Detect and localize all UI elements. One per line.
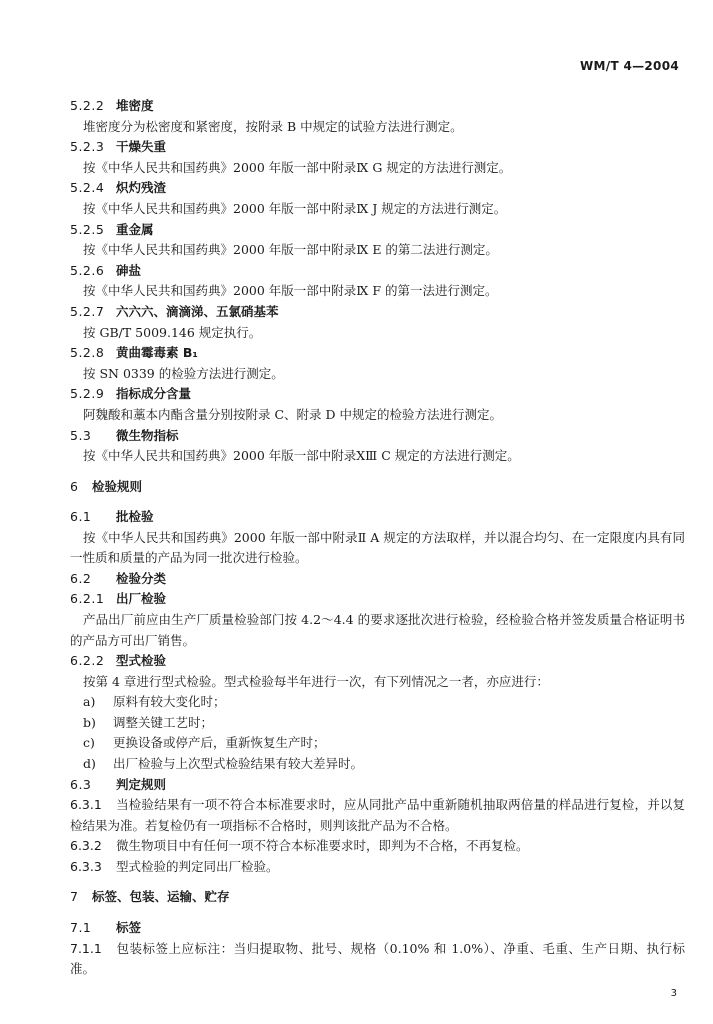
- list-item-label: c): [83, 735, 95, 751]
- clause-number: 6.3.1: [70, 797, 102, 813]
- list-item-text: 更换设备或停产后，重新恢复生产时；: [113, 735, 326, 751]
- heading-number: 6.3: [70, 776, 92, 792]
- heading-title: 出厂检验: [116, 591, 167, 607]
- paragraph: 按《中华人民共和国药典》2000 年版一部中附录Ⅱ A 规定的方法取样，并以混合均匀、在一定限度内具有同一性质和质量的产品为同一批次进行检验。: [70, 529, 685, 566]
- section-number: 6: [70, 478, 78, 494]
- heading-number: 5.2.5: [70, 221, 105, 237]
- list-item: [70, 754, 685, 775]
- heading-title: 炽灼残渣: [116, 180, 167, 196]
- heading-5-2-4: [70, 178, 685, 199]
- heading-6-2: [70, 569, 685, 590]
- paragraph: 按《中华人民共和国药典》2000 年版一部中附录Ⅸ F 的第一法进行测定。: [83, 283, 498, 299]
- heading-number: 7.1: [70, 920, 92, 935]
- heading-number: 5.2.6: [70, 262, 105, 278]
- clause-number: 6.3.2: [70, 838, 102, 854]
- paragraph: 堆密度分为松密度和紧密度，按附录 B 中规定的试验方法进行测定。: [83, 118, 463, 134]
- heading-5-3: [70, 426, 685, 447]
- heading-title: 黄曲霉毒素 B₁: [116, 345, 198, 361]
- clause-6-3-1: [70, 795, 685, 836]
- clause-number: 6.3.3: [70, 858, 102, 874]
- heading-7-1: [70, 918, 685, 939]
- heading-6-1: [70, 507, 685, 528]
- heading-5-2-5: [70, 220, 685, 241]
- heading-number: 5.2.2: [70, 98, 105, 113]
- list-item-label: d): [83, 756, 96, 772]
- paragraph: 按 GB/T 5009.146 规定执行。: [83, 324, 262, 340]
- heading-title: 砷盐: [116, 262, 142, 278]
- paragraph: 按《中华人民共和国药典》2000 年版一部中附录ⅩⅢ C 规定的方法进行测定。: [83, 448, 520, 464]
- section-number: 7: [70, 889, 78, 905]
- heading-7: [70, 887, 685, 908]
- heading-number: 6.1: [70, 509, 92, 525]
- list-item: [70, 733, 685, 754]
- heading-number: 6.2.2: [70, 653, 105, 669]
- page-number: 3: [670, 988, 677, 999]
- heading-6: [70, 477, 685, 498]
- heading-title: 判定规则: [116, 776, 167, 792]
- list-item-text: 原料有较大变化时；: [113, 694, 226, 710]
- heading-title: 干燥失重: [116, 139, 167, 155]
- heading-5-2-9: [70, 384, 685, 405]
- heading-number: 5.2.8: [70, 345, 105, 361]
- clause-text: 包装标签上应标注：当归提取物、批号、规格（0.10% 和 1.0%）、净重、毛重、生产日期、执行标准。: [70, 940, 685, 977]
- document-body: [70, 96, 685, 980]
- paragraph: 按《中华人民共和国药典》2000 年版一部中附录Ⅸ J 规定的方法进行测定。: [83, 200, 507, 216]
- heading-number: 6.2.1: [70, 591, 105, 607]
- paragraph: 阿魏酸和藁本内酯含量分别按附录 C、附录 D 中规定的检验方法进行测定。: [83, 406, 503, 422]
- paragraph: 按《中华人民共和国药典》2000 年版一部中附录Ⅸ E 的第二法进行测定。: [83, 242, 498, 258]
- heading-number: 5.2.7: [70, 303, 105, 319]
- heading-5-2-7: [70, 302, 685, 323]
- heading-5-2-2: [70, 96, 685, 117]
- heading-title: 检验分类: [116, 570, 167, 586]
- heading-title: 型式检验: [116, 653, 167, 669]
- clause-text: 型式检验的判定同出厂检验。: [116, 858, 279, 874]
- clause-7-1-1: [70, 939, 685, 980]
- heading-number: 6.2: [70, 570, 92, 586]
- list-item-text: 出厂检验与上次型式检验结果有较大差异时。: [113, 756, 364, 772]
- heading-number: 5.2.3: [70, 139, 105, 155]
- heading-6-3: [70, 775, 685, 796]
- paragraph: 按《中华人民共和国药典》2000 年版一部中附录Ⅸ G 规定的方法进行测定。: [83, 159, 512, 175]
- list-item-text: 调整关键工艺时；: [113, 714, 214, 730]
- heading-title: 堆密度: [116, 98, 154, 113]
- heading-title: 重金属: [116, 221, 154, 237]
- heading-number: 5.2.9: [70, 386, 105, 402]
- list-item-label: a): [83, 694, 96, 710]
- document-header: WM/T 4—2004: [580, 59, 679, 73]
- clause-6-3-3: [70, 857, 685, 878]
- clause-text: 微生物项目中有任何一项不符合本标准要求时，即判为不合格，不再复检。: [116, 838, 529, 854]
- paragraph: 产品出厂前应由生产厂质量检验部门按 4.2～4.4 的要求逐批次进行检验，经检验合格并签发质量合格证明书的产品方可出厂销售。: [70, 612, 685, 648]
- list-item: [70, 692, 685, 713]
- heading-title: 指标成分含量: [116, 386, 192, 402]
- paragraph: 按 SN 0339 的检验方法进行测定。: [83, 365, 284, 381]
- list-item: [70, 713, 685, 734]
- heading-number: 5.3: [70, 427, 92, 443]
- clause-6-3-2: [70, 836, 685, 857]
- list-item-label: b): [83, 714, 96, 730]
- heading-title: 六六六、滴滴涕、五氯硝基苯: [116, 303, 279, 319]
- heading-title: 批检验: [116, 509, 154, 525]
- clause-number: 7.1.1: [70, 940, 102, 956]
- clause-text: 当检验结果有一项不符合本标准要求时，应从同批产品中重新随机抽取两倍量的样品进行复检，并以复检结果为准。若复检仍有一项指标不合格时，则判该批产品为不合格。: [70, 797, 685, 833]
- section-title: 标签、包装、运输、贮存: [92, 889, 230, 905]
- heading-number: 5.2.4: [70, 180, 105, 196]
- heading-title: 标签: [116, 920, 142, 935]
- heading-5-2-6: [70, 261, 685, 282]
- heading-5-2-8: [70, 343, 685, 364]
- heading-5-2-3: [70, 137, 685, 158]
- paragraph: 按第 4 章进行型式检验。型式检验每半年进行一次，有下列情况之一者，亦应进行：: [83, 673, 549, 689]
- heading-6-2-2: [70, 651, 685, 672]
- section-title: 检验规则: [92, 478, 143, 494]
- heading-6-2-1: [70, 589, 685, 610]
- heading-title: 微生物指标: [116, 427, 179, 443]
